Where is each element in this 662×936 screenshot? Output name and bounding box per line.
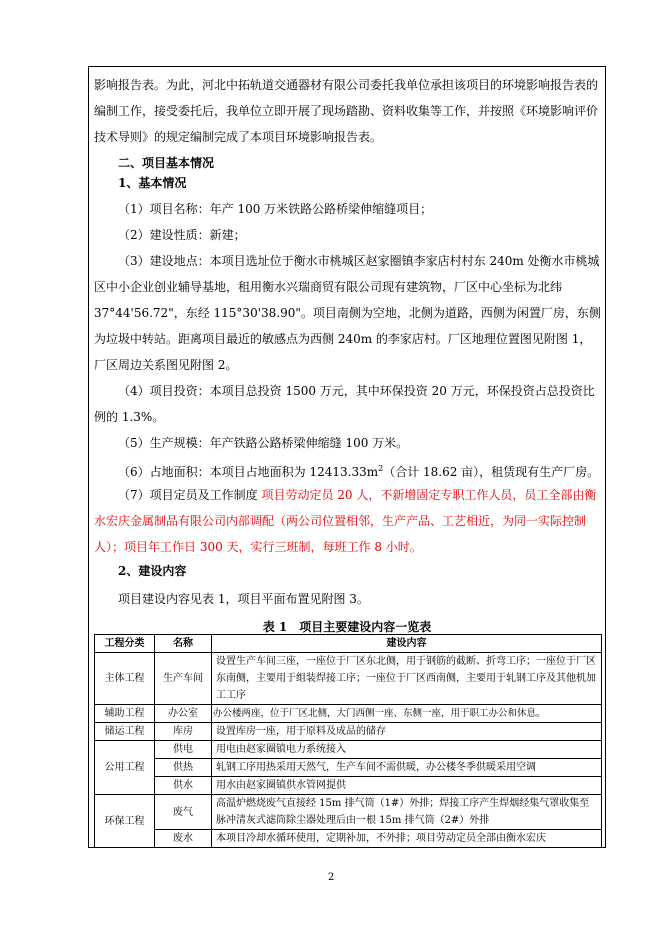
cell-category: 辅助工程 [95,705,155,723]
subsection-heading-basic: 1、基本情况 [118,176,187,190]
floor-area-text: （6）占地面积：本项目占地面积为 12413.33m [118,465,379,479]
item-production-scale: （5）生产规模：年产铁路公路桥梁伸缩缝 100 万米。 [118,436,409,450]
table-row [95,653,602,705]
cell-name: 供热 [155,759,212,777]
staffing-detail-red: 项目劳动定员 20 人，不新增固定专职工作人员，员工全部由衡水宏庆金属制品有限公司内部调配（两公司位置相邻，生产产品、工艺相近，为同一实际控制人）；项目年工作日 300 天，实行三班制，每班工作 8 小时。 [94,488,597,554]
construction-text: 项目建设内容见表 1，项目平面布置见附图 3。 [118,592,369,606]
cell-content: 高温炉燃烧废气直接经 15m 排气筒（1#）外排；焊接工序产生焊烟经集气罩收集至脉冲清灰式滤筒除尘器处理后由一根 15m 排气筒（2#）外排 [212,795,602,830]
floor-area-text-2: （合计 18.62 亩），租赁现有生产厂房。 [383,465,600,479]
cell-category: 公用工程 [95,741,155,795]
cell-content: 本项目冷却水循环使用，定期补加，不外排；项目劳动定员全部由衡水宏庆 [212,830,602,848]
subsection-heading-construction: 2、建设内容 [118,564,187,578]
cell-name: 生产车间 [155,653,212,705]
table-row [95,830,602,848]
item-floor-area [94,456,602,485]
cell-content: 用水由赵家圈镇供水管网提供 [212,777,602,795]
item-project-investment: （4）项目投资：本项目总投资 1500 万元，其中环保投资 20 万元，环保投资占总投资比例的 1.3%。 [94,384,595,424]
cell-content: 轧钢工序用热采用天然气，生产车间不需供暖，办公楼冬季供暖采用空调 [212,759,602,777]
cell-name: 库房 [155,723,212,741]
cell-name: 供电 [155,741,212,759]
item-project-name: （1）项目名称：年产 100 万米铁路公路桥梁伸缩缝项目； [118,202,433,216]
table-header-row [95,635,602,653]
cell-name: 废水 [155,830,212,848]
header-name: 名称 [155,635,212,653]
construction-content-table [94,634,602,848]
floor-area-unit-sup: 2 [378,464,384,473]
cell-category: 环保工程 [95,795,155,848]
item-construction-site: （3）建设地点：本项目选址位于衡水市桃城区赵家圈镇李家店村村东 240m 处衡水市桃城区中小企业创业辅导基地，租用衡水兴瑞商贸有限公司现有建筑物，厂区中心坐标为北纬 37°44'56.72"，东经 115°30'38.90"。项目南侧为空地，北侧为道路，西侧为闲置厂房，东侧为垃圾中转站。距离项目最近的敏感点为西侧 240m 的李家店村。厂区地理位置图见附图 1，厂区周边关系图见附图 2。 [94,254,601,372]
item-staffing [94,482,602,560]
table-row [95,705,602,723]
item-construction-nature: （2）建设性质：新建； [118,228,246,242]
table-row [95,723,602,741]
page-number: 2 [327,872,335,883]
cell-content: 设置库房一座，用于原料及成品的储存 [212,723,602,741]
header-content: 建设内容 [212,635,602,653]
table-row [95,759,602,777]
cell-category: 储运工程 [95,723,155,741]
table-row [95,795,602,830]
intro-paragraph: 影响报告表。为此，河北中拓轨道交通器材有限公司委托我单位承担该项目的环境影响报告表的编制工作，接受委托后，我单位立即开展了现场踏勘、资料收集等工作，并按照《环境影响评价技术导则》的规定编制完成了本项目环境影响报告表。 [94,78,599,144]
cell-content: 办公楼两座，位于厂区北侧，大门西侧一座、东侧一座，用于职工办公和休息。 [212,705,602,723]
cell-name: 办公室 [155,705,212,723]
table-caption: 表 1 项目主要建设内容一览表 [262,620,432,634]
cell-name: 废气 [155,795,212,830]
section-heading-basic-info: 二、项目基本情况 [118,156,215,170]
table-row [95,741,602,759]
cell-category: 主体工程 [95,653,155,705]
cell-content: 设置生产车间三座，一座位于厂区东北侧，用于钢筋的截断、折弯工序；一座位于厂区东南侧，主要用于组装焊接工序；一座位于厂区西南侧，主要用于轧钢工序及其他机加工工序 [212,653,602,705]
header-category: 工程分类 [95,635,155,653]
cell-content: 用电由赵家圈镇电力系统接入 [212,741,602,759]
staffing-label: （7）项目定员及工作制度 [118,488,258,502]
cell-name: 供水 [155,777,212,795]
table-row [95,777,602,795]
